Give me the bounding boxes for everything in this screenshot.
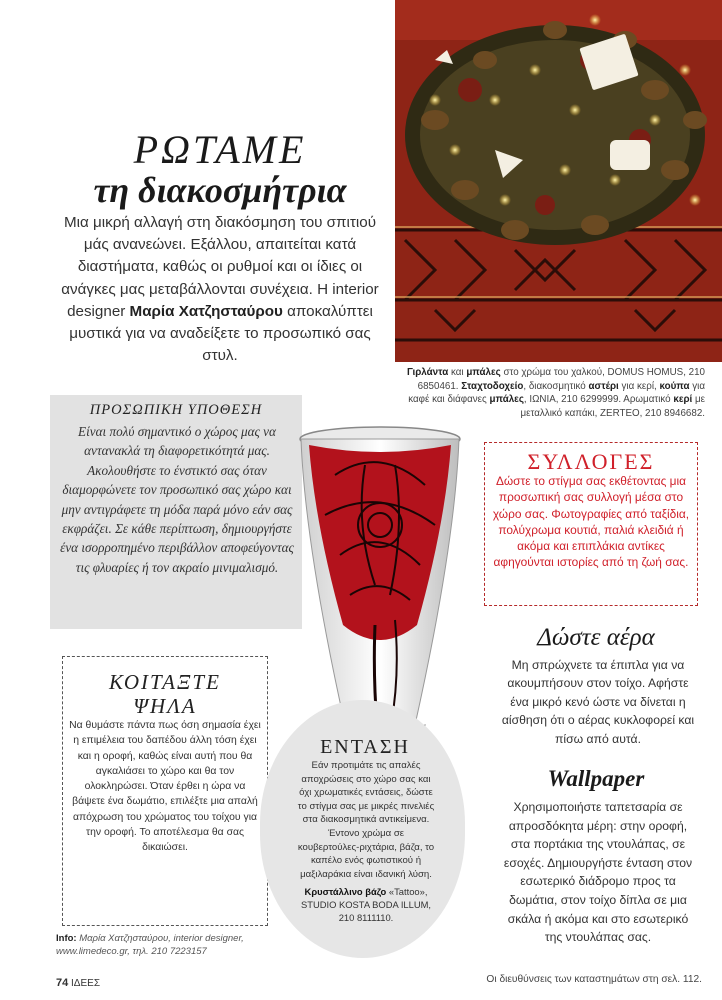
- caption-text: για κερί,: [618, 380, 660, 392]
- caption-bold-garland: Γιρλάντα: [406, 367, 449, 378]
- store-addresses-note: Οι διευθύνσεις των καταστημάτων στη σελ. 112.: [486, 974, 702, 985]
- caption-bold-ashtray: Σταχτοδοχείο: [461, 380, 524, 392]
- caption-text: στο χρώμα του χαλκού, DOMUS HOMUS, 210 6850461.: [417, 367, 705, 392]
- caption-bold-balls: μπάλες: [466, 367, 501, 378]
- page-title-line1: ΡΩΤΑΜΕ: [133, 127, 307, 172]
- caption-text: , διακοσμητικό: [523, 380, 589, 392]
- collections-text: Δώστε το στίγμα σας εκθέτοντας μια προσωπική σας συλλογή μέσα στο χώρο σας. Φωτογραφίες από ταξίδια, πολύχρωμα κουτιά, παλιά κλειδιά ή ακόμα και επιπλάκια αντίκες αφηγούνται ιστορίες από τη ζωή σας.: [492, 474, 690, 570]
- wreath-photo-illustration: [395, 0, 722, 362]
- caption-bold-balls-2: μπάλες: [489, 394, 524, 406]
- caption-text: και: [448, 367, 467, 378]
- collections-heading: ΣΥΛΛΟΓΕΣ: [527, 449, 655, 474]
- caption-text: με μεταλλικό καπάκι, ZERTEO, 210 8946682.: [520, 394, 705, 419]
- vase-caption-bold: Κρυστάλλινο βάζο: [304, 886, 387, 897]
- magazine-name: ΙΔΕΕΣ: [71, 978, 101, 989]
- look-up-heading: [62, 670, 268, 718]
- look-up-text: Να θυμάστε πάντα πως όση σημασία έχει η επιμέλεια του δαπέδου άλλη τόση έχει και η οροφή, καθώς είναι αυτή που θα αγκαλιάσει το χώρο και θα τον ολοκληρώσει. Όταν έρθει η ώρα να βάψετε ένα δωμάτιο, επιλέξτε μια απαλή απόχρωση του χρώματος του τοίχου για την οροφή. Το αποτέλεσμα θα σας δικαιώσει.: [69, 720, 261, 854]
- info-text: Μαρία Χατζησταύρου, interior designer, www.limedeco.gr, τηλ. 210 7223157: [56, 933, 244, 957]
- intro-text-1: Μια μικρή αλλαγή στη διακόσμηση του σπιτιού μάς ανανεώνει. Εξάλλου, απαιτείται κατά διαστήματα, καθώς οι ρυθμοί και οι ίδιες οι ανάγκες μας μεταβάλλονται συνέχεια. Η interior designer: [61, 214, 379, 320]
- wallpaper-text: Χρησιμοποιήστε ταπετσαρία σε απροσδόκητα μέρη: στην οροφή, στα πορτάκια της ντουλάπας, σε εσοχές. Δημιουργήστε ένταση στον εσωτερικό διάδρομο προς τα δωμάτια, στον τοίχο δίπλα σε μια σκάλα ή ακόμα και στο εσωτερικό της ντουλάπας σας.: [503, 800, 693, 945]
- info-label: Info:: [56, 933, 77, 944]
- intro-paragraph: [50, 212, 390, 367]
- caption-bold-star: αστέρι: [588, 380, 619, 392]
- vase-caption-text: «Tattoo», STUDIO KOSTA BODA ILLUM, 210 8111110.: [300, 886, 432, 923]
- page-number: [56, 977, 100, 989]
- air-text: Μη σπρώχνετε τα έπιπλα για να ακουμπήσουν στον τοίχο. Αφήστε ένα μικρό κενό ώστε να δίνεται η αίσθηση ότι ο αέρας κυκλοφορεί και πίσω από αυτά.: [501, 658, 695, 746]
- photo-caption: [395, 366, 705, 420]
- caption-text: για καφέ και διάφανες: [408, 380, 705, 406]
- page-title-line2: τη διακοσμήτρια: [93, 170, 347, 210]
- wreath-photo: [395, 0, 722, 362]
- look-up-heading-line1: ΚΟΙΤΑΞΤΕ: [109, 670, 221, 694]
- look-up-heading-line2: ΨΗΛΑ: [133, 694, 197, 718]
- air-heading: Δώστε αέρα: [537, 624, 655, 651]
- caption-bold-cup: κούπα: [659, 380, 690, 392]
- intro-designer-name: Μαρία Χατζησταύρου: [129, 302, 283, 320]
- personal-heading: ΠΡΟΣΩΠΙΚΗ ΥΠΟΘΕΣΗ: [89, 402, 263, 418]
- intro-text-2: αποκαλύπτει μυστικά για να αναδείξετε το προσωπικό σας στυλ.: [69, 302, 373, 365]
- intensity-text: Εάν προτιμάτε τις απαλές αποχρώσεις στο χώρο σας και όχι χρωματικές εντάσεις, δώστε το στίγμα σας με μικρές πινελιές στα διακοσμητικά αντικείμενα. Έντονο χρώμα σε κουβερτούλες-ριχτάρια, βάζα, το καπέλο ενός φωτιστικού ή μαξιλαράκια είναι ιδανική λύση.: [297, 760, 435, 880]
- wallpaper-heading: Wallpaper: [547, 766, 645, 791]
- personal-text: Είναι πολύ σημαντικό ο χώρος μας να αντανακλά τη διαφορετικότητά μας. Ακολουθήστε το ένστικτό σας όταν διαμορφώνετε τον προσωπικό σας χώρο και μην αντιγράφετε τη μόδα παρά μόνο εάν σας εκφράζει. Σε κάθε περίπτωση, δημιουργήστε ένα ισορροπημένο περιβάλλον αποφεύγοντας τις φλυαρίες ή τον ακραίο μινιμαλισμό.: [60, 424, 294, 575]
- page-number-value: 74: [56, 977, 69, 989]
- caption-text: , ΙΩΝΙΑ, 210 6299999. Αρωματικό: [523, 394, 674, 406]
- vase-caption: [296, 885, 436, 924]
- info-credit: [56, 932, 276, 958]
- caption-bold-candle: κερί: [673, 394, 693, 406]
- intensity-heading: ΕΝΤΑΣΗ: [320, 736, 410, 758]
